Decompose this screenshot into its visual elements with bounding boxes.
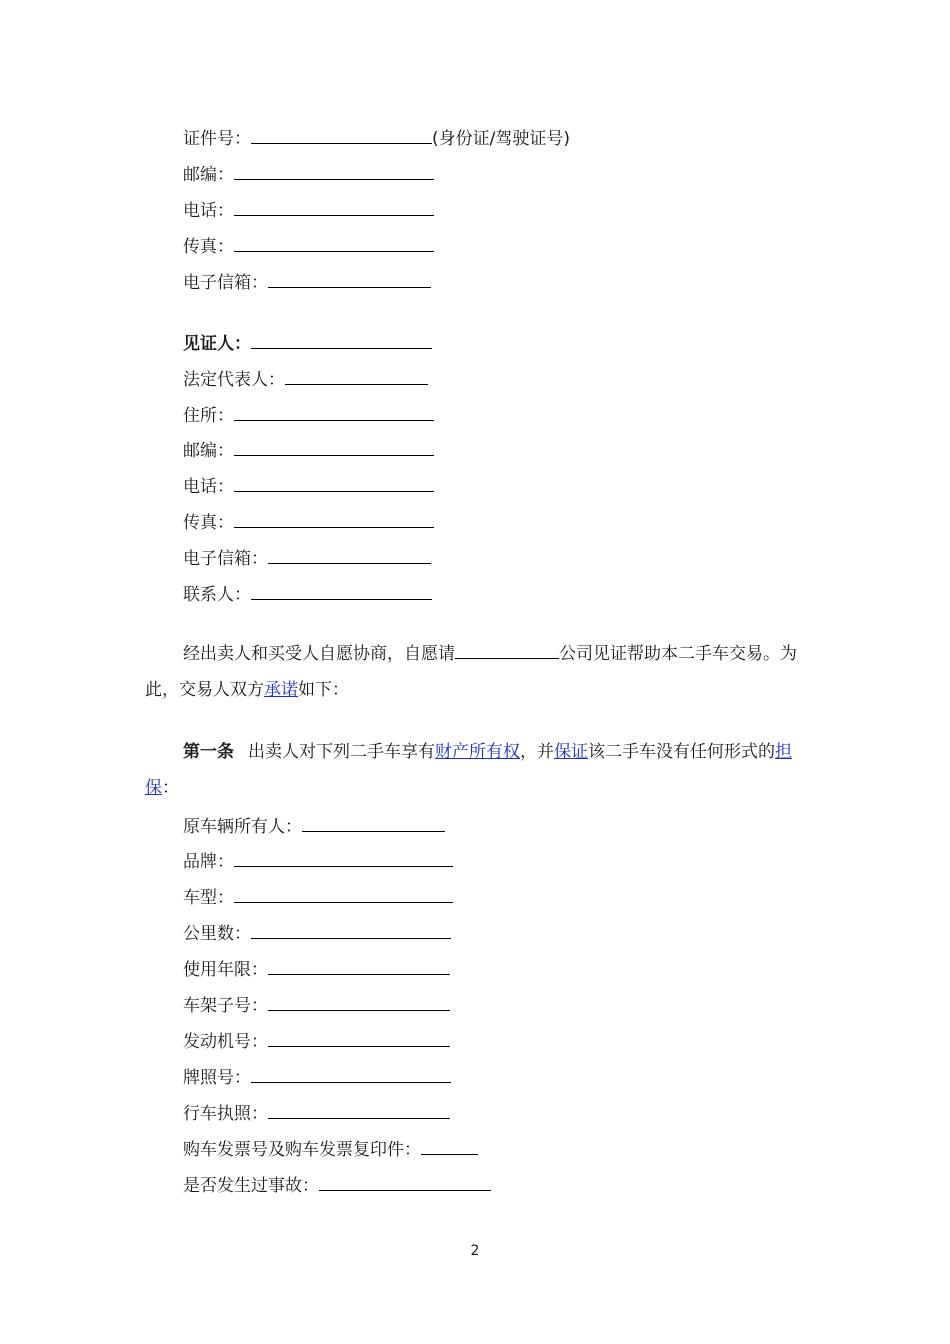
witness-field[interactable] [251,330,432,349]
fax-label: 传真： [183,237,234,257]
id-number-field[interactable] [251,125,432,144]
legal-rep-field[interactable] [285,366,428,385]
article-1-text-3: 该二手车没有任何形式的 [588,742,775,762]
witness-email-field[interactable] [268,545,431,564]
intro-text-1: 经出卖人和买受人自愿协商，自愿请 [183,644,455,664]
witness-address-label: 住所： [183,406,234,426]
phone-label: 电话： [183,201,234,221]
article-1-text-2: ，并 [520,742,554,762]
years-used-field[interactable] [268,956,450,975]
invoice-field[interactable] [421,1136,478,1155]
article-1-title: 第一条 [183,742,234,762]
model-label: 车型： [183,888,234,908]
mileage-field[interactable] [251,920,451,939]
intro-text-3: 如下： [298,680,349,700]
witness-phone-row [183,473,434,499]
brand-field[interactable] [234,848,453,867]
frame-number-row [183,992,450,1018]
postcode-row [183,161,434,187]
original-owner-label: 原车辆所有人： [183,817,302,837]
witness-phone-label: 电话： [183,477,234,497]
id-number-note: (身份证/驾驶证号) [432,129,570,149]
accident-label: 是否发生过事故： [183,1176,319,1196]
article-1-text-1: 出卖人对下列二手车享有 [248,742,435,762]
email-field[interactable] [268,269,431,288]
id-number-row [183,125,570,151]
brand-row [183,848,453,874]
intro-paragraph [145,636,815,708]
security-link[interactable]: 担保 [145,742,792,798]
guarantee-link[interactable]: 保证 [554,742,588,762]
id-number-label: 证件号： [183,129,251,149]
fax-field[interactable] [234,233,434,252]
property-ownership-link[interactable]: 财产所有权 [435,742,520,762]
witness-label: 见证人： [183,334,251,354]
plate-number-label: 牌照号： [183,1068,251,1088]
witness-row [183,330,432,356]
legal-rep-label: 法定代表人： [183,370,285,390]
promise-link[interactable]: 承诺 [264,680,298,700]
witness-email-label: 电子信箱： [183,549,268,569]
contact-label: 联系人： [183,585,251,605]
frame-number-field[interactable] [268,992,450,1011]
invoice-row [183,1136,478,1162]
accident-field[interactable] [319,1172,491,1191]
postcode-label: 邮编： [183,165,234,185]
fax-row [183,233,434,259]
witness-fax-field[interactable] [234,509,434,528]
plate-number-row [183,1064,451,1090]
witness-postcode-field[interactable] [234,437,434,456]
license-field[interactable] [268,1100,450,1119]
brand-label: 品牌： [183,852,234,872]
witness-address-field[interactable] [234,402,434,421]
article-1-text-4: ： [162,778,179,798]
witness-postcode-row [183,437,434,463]
plate-number-field[interactable] [251,1064,451,1083]
postcode-field[interactable] [234,161,434,180]
witness-fax-row [183,509,434,535]
original-owner-row [183,813,445,839]
page-number: 2 [470,1243,480,1259]
engine-number-row [183,1028,450,1054]
mileage-row [183,920,451,946]
original-owner-field[interactable] [302,813,445,832]
frame-number-label: 车架子号： [183,996,268,1016]
accident-row [183,1172,491,1198]
article-1-paragraph [145,734,815,806]
model-row [183,884,453,910]
engine-number-field[interactable] [268,1028,450,1047]
invoice-label: 购车发票号及购车发票复印件： [183,1140,421,1160]
witness-address-row [183,402,434,428]
phone-field[interactable] [234,197,434,216]
witness-fax-label: 传真： [183,513,234,533]
email-label: 电子信箱： [183,273,268,293]
license-label: 行车执照： [183,1104,268,1124]
witness-phone-field[interactable] [234,473,434,492]
model-field[interactable] [234,884,453,903]
witness-postcode-label: 邮编： [183,441,234,461]
company-name-field[interactable] [455,640,559,659]
engine-number-label: 发动机号： [183,1032,268,1052]
license-row [183,1100,450,1126]
email-row [183,269,431,295]
witness-email-row [183,545,431,571]
phone-row [183,197,434,223]
years-used-row [183,956,450,982]
contact-field[interactable] [251,581,432,600]
intro-text-2: 公司见证帮助本二手车交易。为此，交易人双方 [145,644,797,700]
mileage-label: 公里数： [183,924,251,944]
legal-rep-row [183,366,428,392]
years-used-label: 使用年限： [183,960,268,980]
contact-row [183,581,432,607]
